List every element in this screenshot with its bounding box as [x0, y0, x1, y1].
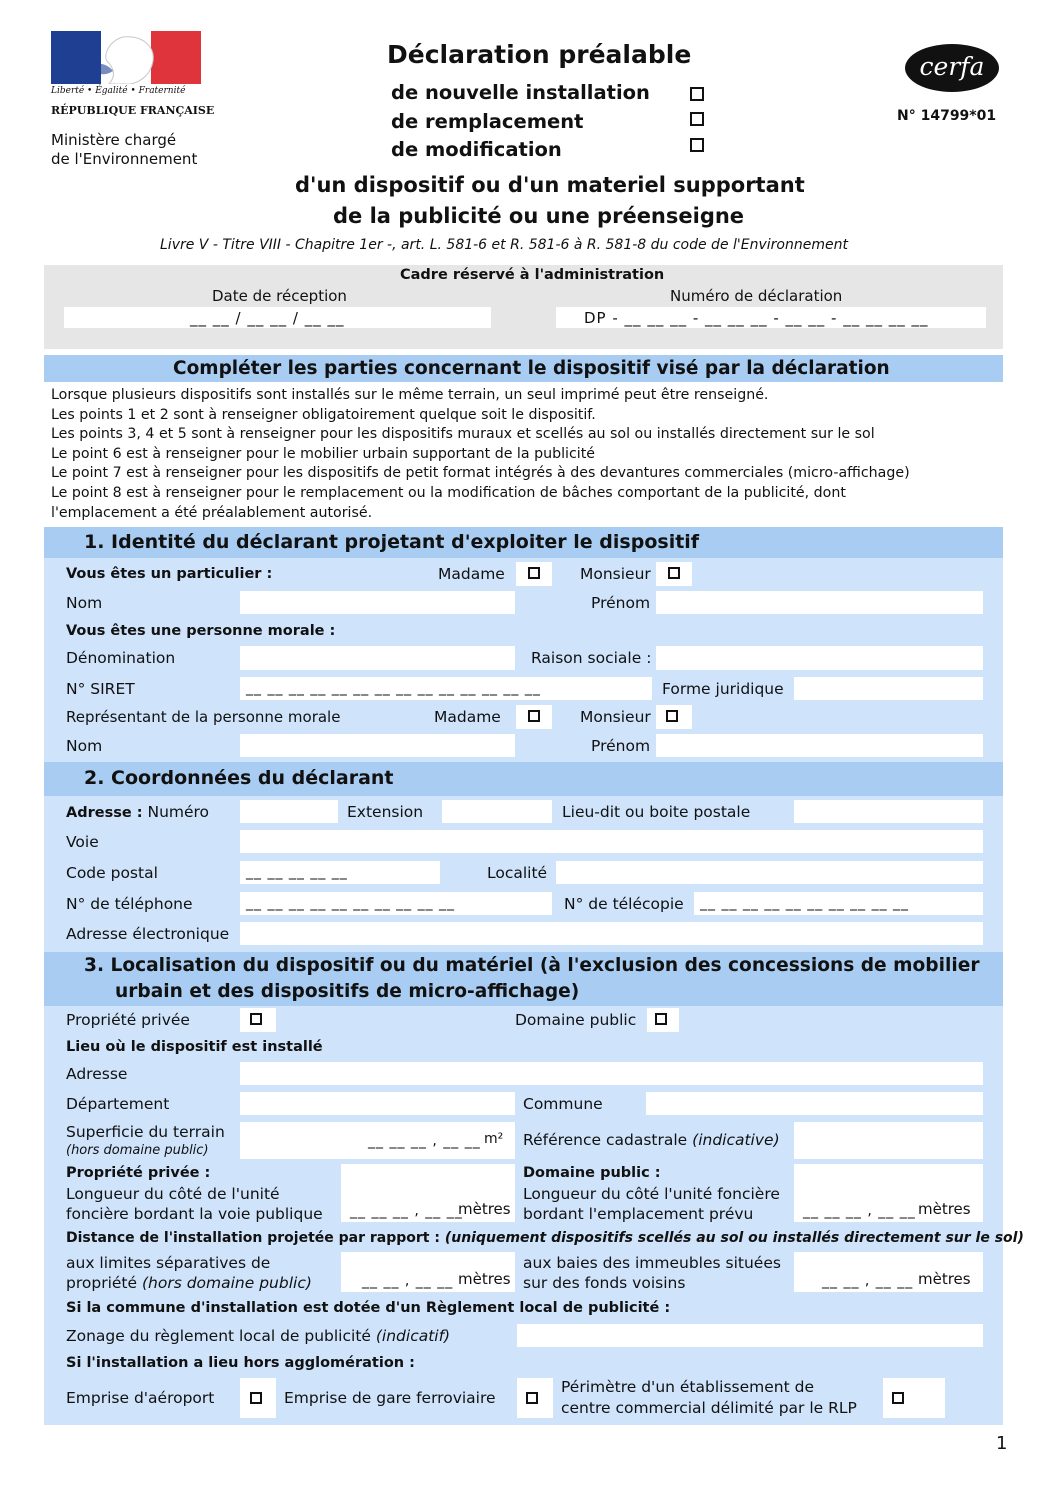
denomination-input[interactable] [240, 646, 515, 670]
numero-label: Numéro [147, 803, 210, 821]
page-title: Déclaration préalable [387, 40, 692, 69]
page-number: 1 [996, 1433, 1008, 1454]
commune-input[interactable] [646, 1092, 983, 1115]
subtitle-line1: d'un dispositif ou d'un materiel supportant [295, 173, 805, 197]
particulier-madame-checkbox[interactable] [528, 567, 540, 579]
reception-date-value: __ __ / __ __ / __ __ [190, 309, 345, 327]
superficie-value: __ __ __ , __ __ [368, 1133, 481, 1149]
raison-sociale-input[interactable] [656, 646, 983, 670]
departement-input[interactable] [240, 1092, 515, 1115]
particulier-monsieur-checkbox[interactable] [668, 567, 680, 579]
limites-note: (hors domaine public) [141, 1274, 312, 1292]
zonage-label: Zonage du règlement local de publicité [66, 1327, 371, 1345]
limites-line2-row [66, 1274, 312, 1292]
option-new-checkbox[interactable] [690, 87, 704, 101]
code-postal-label: Code postal [66, 864, 158, 882]
loc-adresse-label: Adresse [66, 1065, 128, 1083]
telephone-value: __ __ __ __ __ __ __ __ __ __ [246, 895, 456, 911]
propriete-privee-label: Propriété privée [66, 1011, 190, 1029]
baies-line2: sur des fonds voisins [523, 1274, 686, 1292]
rlp-head: Si la commune d'installation est dotée d'un Règlement local de publicité : [66, 1300, 671, 1316]
flag-icon [51, 31, 201, 84]
gare-label: Emprise de gare ferroviaire [284, 1389, 496, 1407]
section1-title: 1. Identité du déclarant projetant d'exploiter le dispositif [84, 531, 700, 553]
ref-cadastrale-label: Référence cadastrale [523, 1131, 688, 1149]
ref-cadastrale-note: (indicative) [692, 1131, 780, 1149]
declaration-number-label: Numéro de déclaration [670, 287, 843, 305]
domaine-public-checkbox[interactable] [655, 1013, 667, 1025]
zonage-row [66, 1327, 450, 1345]
perimetre-line2: centre commercial délimité par le RLP [561, 1399, 857, 1417]
representant-nom-label: Nom [66, 737, 103, 755]
representant-nom-input[interactable] [240, 734, 515, 757]
dp-line1: Longueur du côté l'unité foncière [523, 1185, 780, 1203]
ref-cadastrale-input[interactable] [794, 1122, 983, 1159]
ref-cadastrale-row [523, 1131, 780, 1149]
subtitle-line2: de la publicité ou une préenseigne [333, 204, 745, 228]
adresse-label: Adresse : [66, 805, 143, 821]
siret-value: __ __ __ __ __ __ __ __ __ __ __ __ __ __ [246, 680, 541, 696]
localite-label: Localité [487, 864, 548, 882]
section3-title-line2: urbain et des dispositifs de micro-affichage) [115, 981, 580, 1002]
pp-head: Propriété privée : [66, 1165, 211, 1181]
ministry-line2: de l'Environnement [51, 150, 198, 168]
intro-line: l'emplacement a été préalablement autorisé. [51, 504, 373, 521]
telephone-label: N° de téléphone [66, 895, 193, 913]
lieu-label: Lieu où le dispositif est installé [66, 1039, 323, 1055]
option-replace-label: de remplacement [391, 110, 584, 133]
zonage-input[interactable] [517, 1324, 983, 1347]
perimetre-checkbox[interactable] [892, 1392, 904, 1404]
distance-note: (uniquement dispositifs scellés au sol ou installés directement sur le sol) [444, 1230, 1024, 1246]
siret-label: N° SIRET [66, 680, 135, 698]
hors-agglo-head: Si l'installation a lieu hors agglomération : [66, 1355, 415, 1371]
option-modify-checkbox[interactable] [690, 138, 704, 152]
declaration-number-value: DP - __ __ __ - __ __ __ - __ __ - __ __ __ __ [584, 309, 929, 327]
email-input[interactable] [240, 922, 983, 945]
nom-input[interactable] [240, 591, 515, 614]
option-new-label: de nouvelle installation [391, 81, 650, 104]
dp-head: Domaine public : [523, 1165, 661, 1181]
option-replace-checkbox[interactable] [690, 112, 704, 126]
baies-value: __ __ , __ __ [822, 1273, 914, 1289]
personne-morale-label: Vous êtes une personne morale : [66, 623, 336, 639]
intro-line: Le point 7 est à renseigner pour les dispositifs de petit format intégrés à des devantures commerciales (micro-affichage) [51, 465, 910, 482]
representant-monsieur-checkbox[interactable] [666, 710, 678, 722]
option-modify-label: de modification [391, 138, 562, 161]
representant-madame-label: Madame [434, 708, 501, 726]
legal-reference: Livre V - Titre VIII - Chapitre 1er -, art. L. 581-6 et R. 581-6 à R. 581-8 du code de l'Environnement [160, 237, 848, 253]
cerfa-number: N° 14799*01 [897, 108, 997, 124]
limites-line2: propriété [66, 1274, 138, 1292]
zonage-note: (indicatif) [375, 1327, 451, 1345]
limites-line1: aux limites séparatives de [66, 1254, 271, 1272]
representant-monsieur-label: Monsieur [580, 708, 651, 726]
section3-title-line1: 3. Localisation du dispositif ou du matériel (à l'exclusion des concessions de mobilier [84, 955, 980, 976]
intro-line: Lorsque plusieurs dispositifs sont installés sur le même terrain, un seul imprimé peut être renseigné. [51, 387, 769, 403]
ministry-line1: Ministère chargé [51, 131, 177, 149]
limites-value: __ __ , __ __ [362, 1273, 454, 1289]
distance-head: Distance de l'installation projetée par rapport : [66, 1230, 440, 1246]
baies-line1: aux baies des immeubles situées [523, 1254, 781, 1272]
dp-metres: mètres [918, 1200, 971, 1218]
perimetre-line1: Périmètre d'un établissement de [561, 1378, 814, 1396]
extension-label: Extension [347, 803, 424, 821]
admin-title: Cadre réservé à l'administration [400, 267, 665, 283]
intro-line: Le point 6 est à renseigner pour le mobilier urbain supportant de la publicité [51, 445, 596, 462]
cerfa-logo [905, 44, 999, 92]
forme-juridique-input[interactable] [794, 677, 983, 700]
propriete-privee-checkbox[interactable] [250, 1013, 262, 1025]
loc-adresse-input[interactable] [240, 1062, 983, 1085]
representant-label: Représentant de la personne morale [66, 708, 341, 726]
baies-metres: mètres [918, 1270, 971, 1288]
raison-sociale-label: Raison sociale : [531, 649, 652, 667]
voie-label: Voie [66, 833, 99, 851]
aeroport-checkbox[interactable] [250, 1392, 262, 1404]
prenom-label: Prénom [591, 594, 651, 612]
distance-row [66, 1230, 1024, 1246]
motto: Liberté • Égalité • Fraternité [51, 86, 186, 96]
intro-line: Les points 1 et 2 sont à renseigner obligatoirement quelque soit le dispositif. [51, 406, 596, 423]
gare-checkbox[interactable] [526, 1392, 538, 1404]
section2-title: 2. Coordonnées du déclarant [84, 767, 394, 789]
forme-juridique-label: Forme juridique [662, 680, 784, 698]
code-postal-value: __ __ __ __ __ [246, 864, 348, 880]
particulier-monsieur-label: Monsieur [580, 565, 651, 583]
superficie-label: Superficie du terrain [66, 1123, 225, 1141]
numero-input[interactable] [240, 800, 338, 823]
representant-madame-checkbox[interactable] [528, 710, 540, 722]
intro-line: Les points 3, 4 et 5 sont à renseigner pour les dispositifs muraux et scellés au sol ou installés directement sur le sol [51, 426, 875, 443]
pp-line2: foncière bordant la voie publique [66, 1205, 323, 1223]
prenom-input[interactable] [656, 591, 983, 614]
commune-label: Commune [523, 1095, 603, 1113]
aeroport-label: Emprise d'aéroport [66, 1389, 215, 1407]
pp-length-value: __ __ __ , __ __ [350, 1203, 463, 1219]
pp-line1: Longueur du côté de l'unité [66, 1185, 280, 1203]
particulier-label: Vous êtes un particulier : [66, 566, 273, 582]
email-label: Adresse électronique [66, 925, 230, 943]
intro-heading: Compléter les parties concernant le dispositif visé par la déclaration [173, 358, 890, 379]
particulier-madame-label: Madame [438, 565, 505, 583]
m2-unit: m² [484, 1131, 504, 1147]
departement-label: Département [66, 1095, 170, 1113]
republic-name: RÉPUBLIQUE FRANÇAISE [51, 104, 215, 117]
intro-text [51, 386, 910, 523]
nom-label: Nom [66, 594, 103, 612]
telecopie-value: __ __ __ __ __ __ __ __ __ __ [700, 895, 910, 911]
adresse-label-row [66, 803, 209, 821]
dp-length-value: __ __ __ , __ __ [803, 1203, 916, 1219]
pp-metres: mètres [458, 1200, 511, 1218]
representant-prenom-input[interactable] [656, 734, 983, 757]
lieudit-label: Lieu-dit ou boite postale [562, 803, 751, 821]
cerfa-logo-text: cerfa [919, 52, 985, 81]
reception-date-label: Date de réception [212, 287, 347, 305]
dp-line2: bordant l'emplacement prévu [523, 1205, 754, 1223]
localite-input[interactable] [556, 861, 983, 884]
telecopie-label: N° de télécopie [564, 895, 684, 913]
voie-input[interactable] [240, 830, 983, 853]
lieudit-input[interactable] [794, 800, 983, 823]
domaine-public-label: Domaine public [515, 1011, 637, 1029]
extension-input[interactable] [442, 800, 552, 823]
denomination-label: Dénomination [66, 649, 176, 667]
representant-prenom-label: Prénom [591, 737, 651, 755]
marianne-logo [51, 31, 201, 84]
intro-line: Le point 8 est à renseigner pour le remplacement ou la modification de bâches comportant de la publicité, dont [51, 484, 846, 501]
superficie-note: (hors domaine public) [66, 1143, 209, 1158]
limites-metres: mètres [458, 1270, 511, 1288]
